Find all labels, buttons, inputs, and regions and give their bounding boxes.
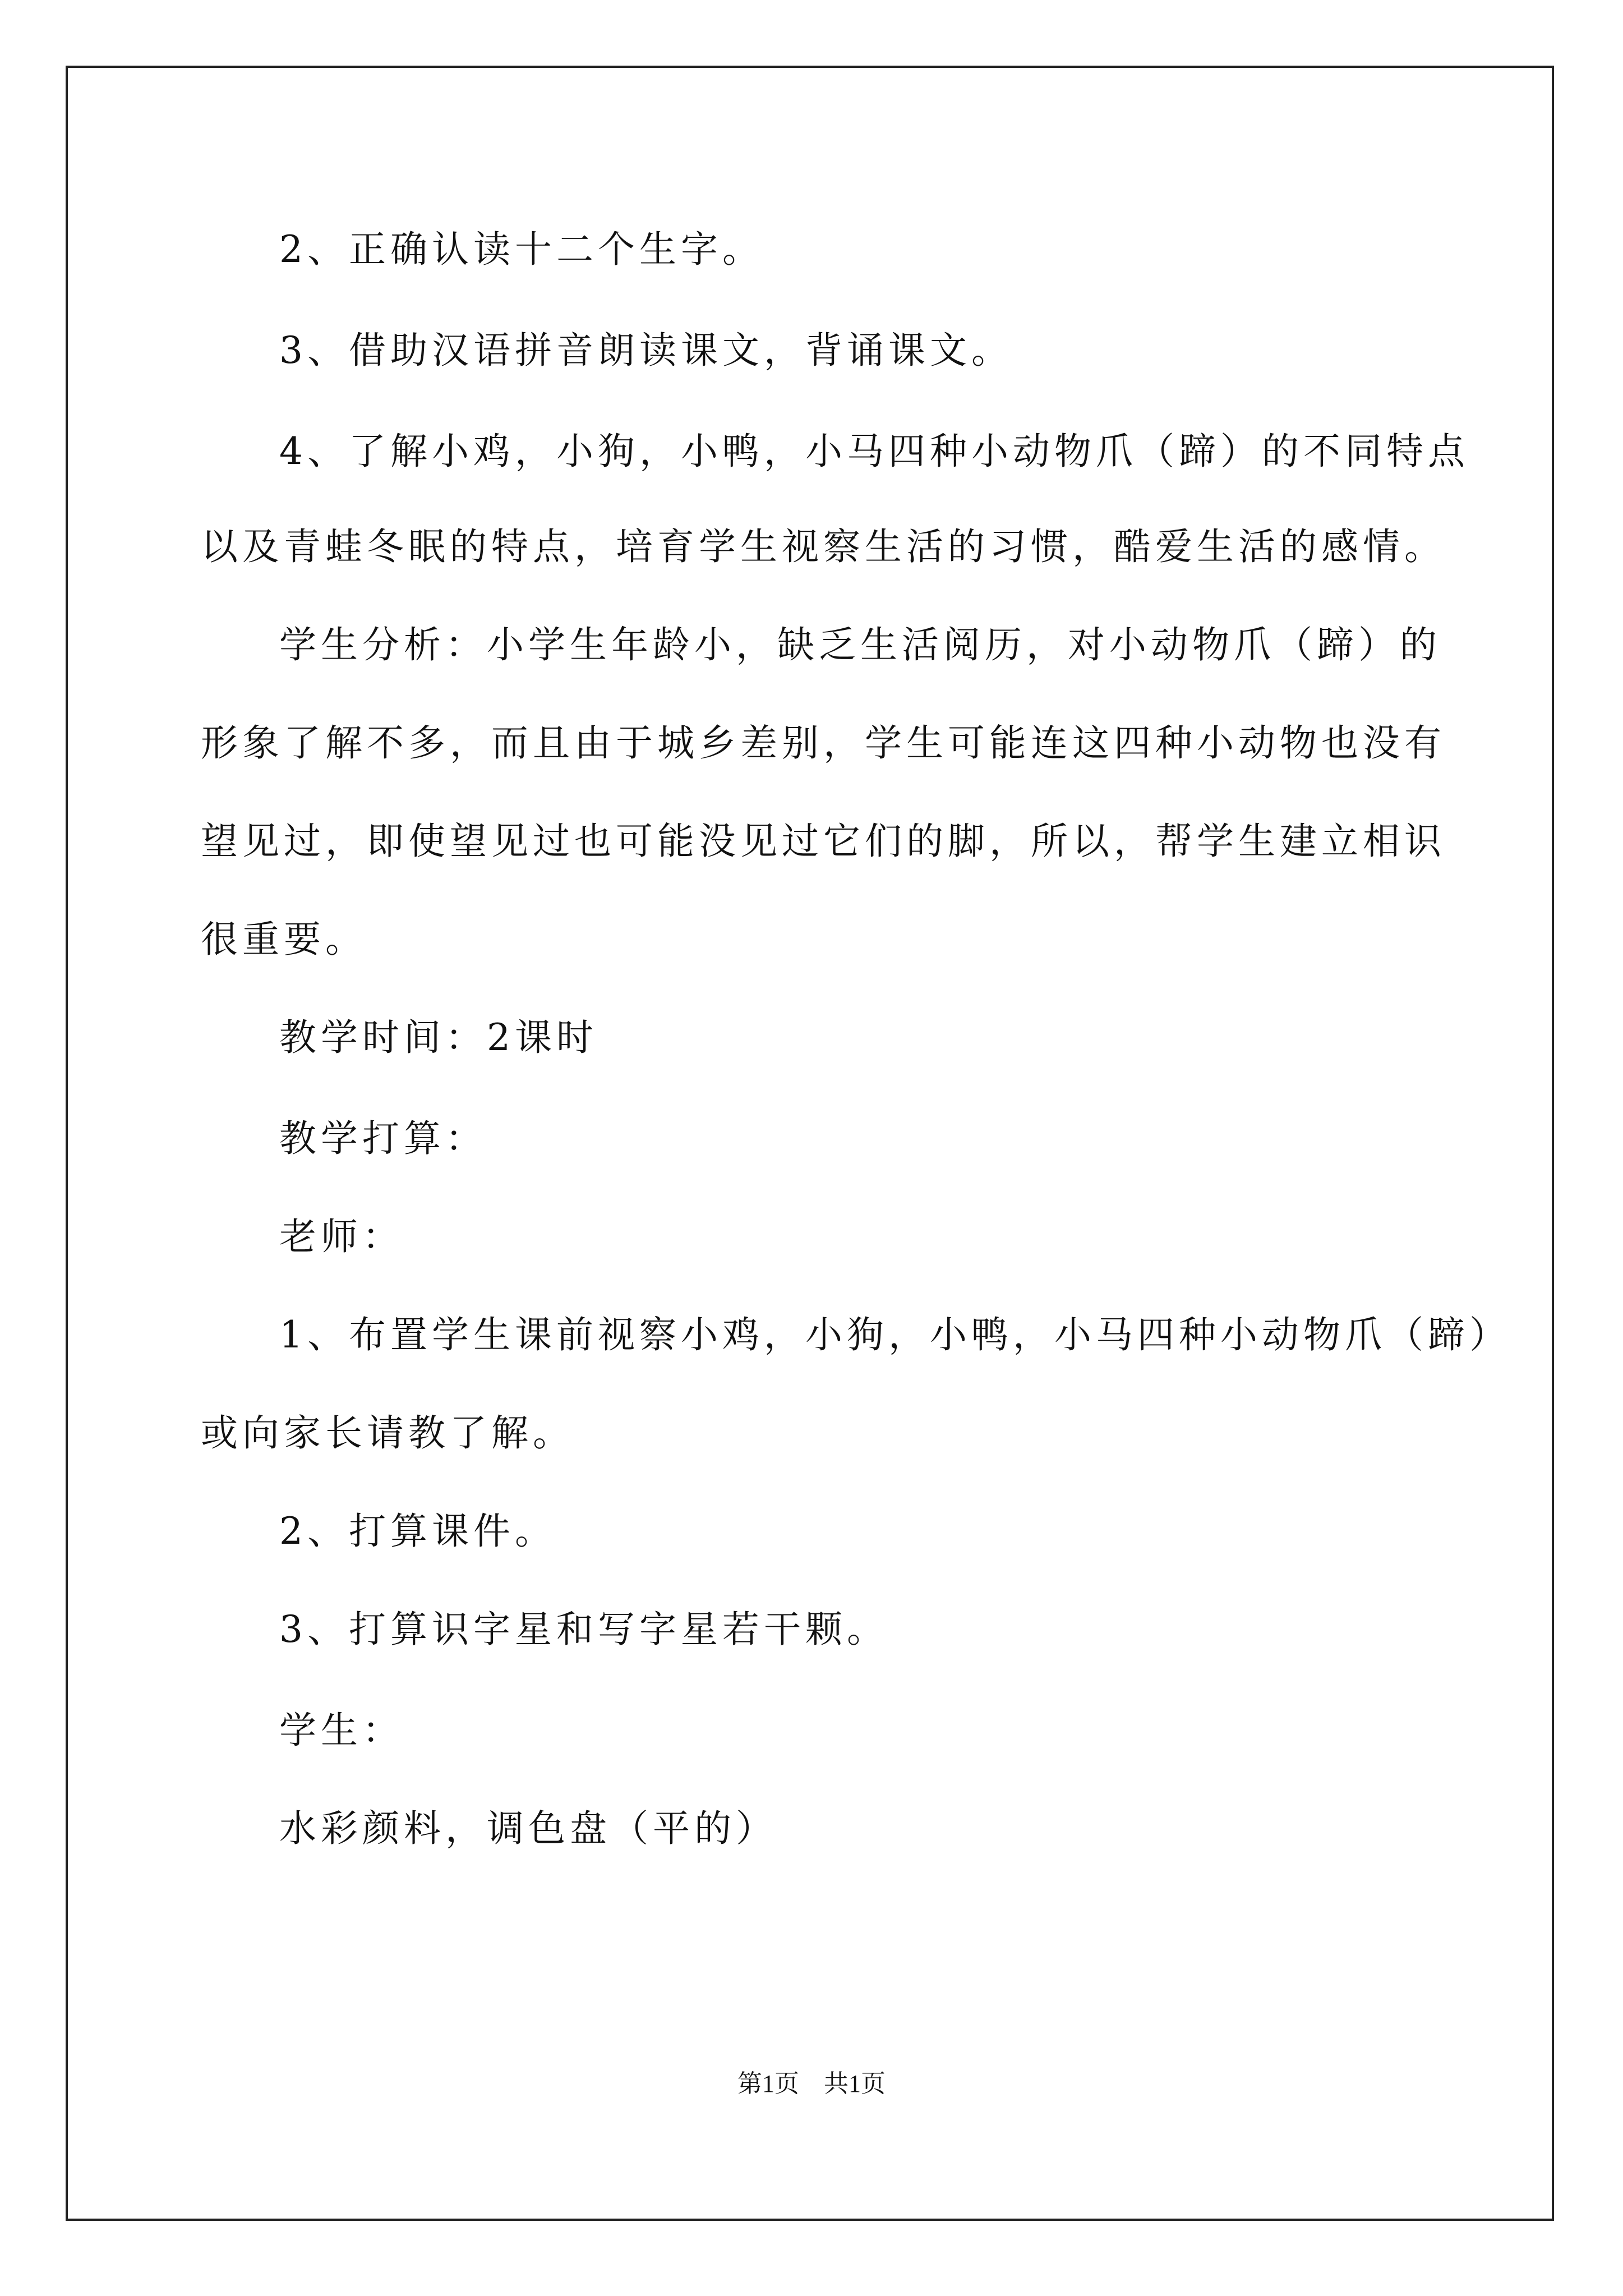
paragraph-line: 1、布置学生课前视察小鸡，小狗，小鸭，小马四种小动物爪（蹄） [279, 1313, 1511, 1356]
paragraph-line: 望见过，即使望见过也可能没见过它们的脚，所以，帮学生建立相识 [201, 820, 1446, 863]
paragraph-line: 4、了解小鸡，小狗，小鸭，小马四种小动物爪（蹄）的不同特点 [279, 430, 1469, 473]
paragraph-line: 以及青蛙冬眠的特点，培育学生视察生活的习惯，酷爱生活的感情。 [201, 525, 1446, 568]
paragraph-line: 教学打算： [279, 1117, 487, 1160]
paragraph-line: 3、借助汉语拼音朗读课文，背诵课文。 [279, 329, 1013, 372]
paragraph-line: 3、打算识字星和写字星若干颗。 [279, 1608, 888, 1651]
paragraph-line: 学生： [279, 1709, 404, 1752]
paragraph-line: 水彩颜料，调色盘（平的） [279, 1807, 777, 1850]
paragraph-line: 很重要。 [201, 918, 367, 961]
paragraph-line: 2、正确认读十二个生字。 [279, 228, 764, 271]
paragraph-line: 学生分析：小学生年龄小，缺乏生活阅历，对小动物爪（蹄）的 [279, 623, 1441, 666]
paragraph-line: 教学时间：2课时 [279, 1016, 598, 1059]
paragraph-line: 或向家长请教了解。 [201, 1411, 574, 1455]
paragraph-line: 老师： [279, 1215, 404, 1258]
paragraph-line: 形象了解不多，而且由于城乡差别，学生可能连这四种小动物也没有 [201, 721, 1446, 765]
paragraph-line: 2、打算课件。 [279, 1510, 556, 1553]
page-number-footer: 第1页 共1页 [737, 2070, 886, 2097]
